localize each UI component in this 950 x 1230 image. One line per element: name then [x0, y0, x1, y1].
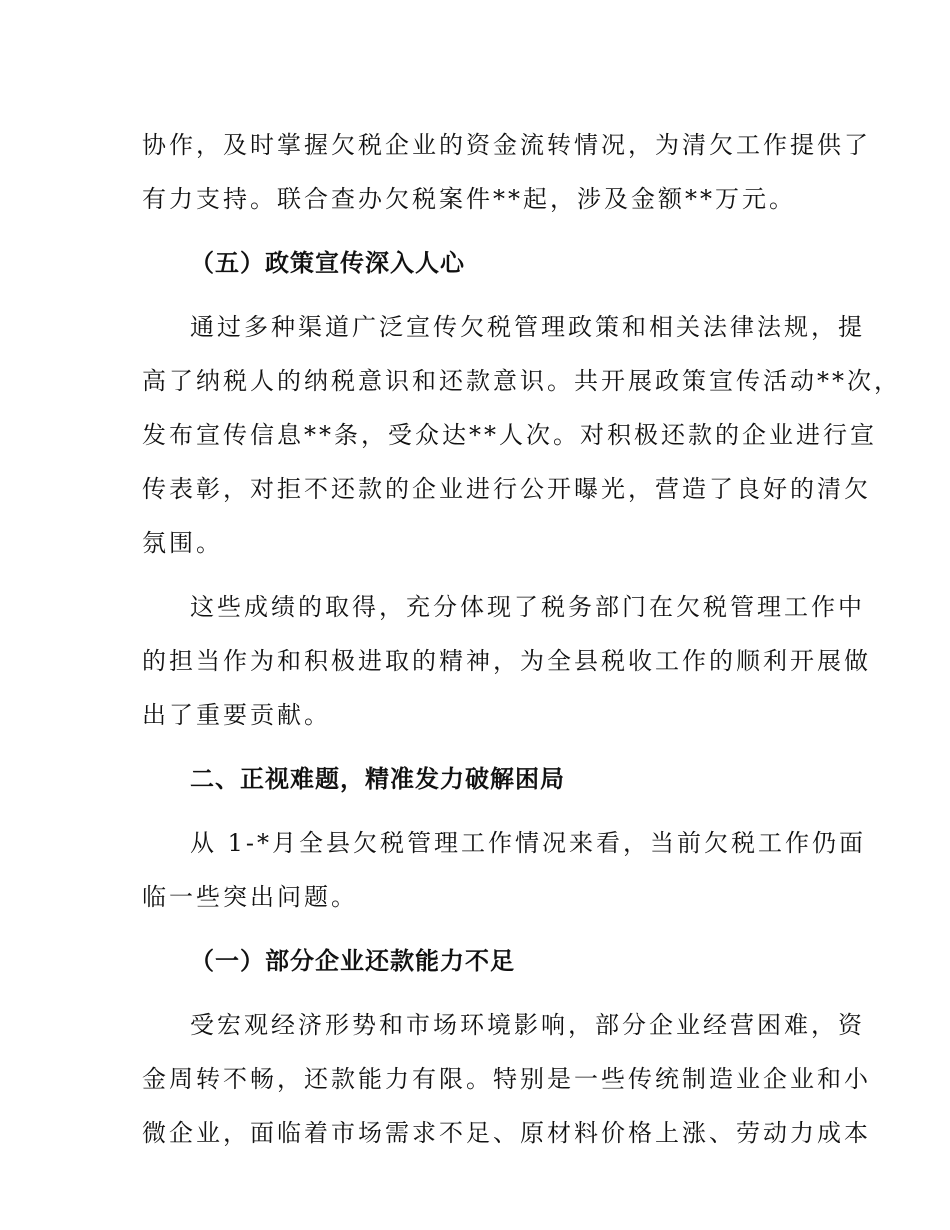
paragraph-line: 受宏观经济形势和市场环境影响，部分企业经营困难，资	[190, 1011, 865, 1039]
paragraph-line: 微企业，面临着市场需求不足、原材料价格上涨、劳动力成本	[142, 1119, 871, 1147]
paragraph-line: 协作，及时掌握欠税企业的资金流转情况，为清欠工作提供了	[142, 131, 871, 159]
paragraph-line: 有力支持。联合查办欠税案件**起，涉及金额**万元。	[142, 185, 796, 213]
section-heading: （五）政策宣传深入人心	[190, 249, 465, 277]
paragraph-line: 氛围。	[142, 529, 223, 557]
paragraph-line: 临一些突出问题。	[142, 883, 358, 911]
chapter-heading: 二、正视难题，精准发力破解困局	[190, 765, 565, 793]
paragraph-line: 金周转不畅，还款能力有限。特别是一些传统制造业企业和小	[142, 1065, 871, 1093]
paragraph-line: 这些成绩的取得，充分体现了税务部门在欠税管理工作中	[190, 593, 865, 621]
paragraph-line: 通过多种渠道广泛宣传欠税管理政策和相关法律法规，提	[190, 313, 865, 341]
document-page	[142, 118, 901, 1160]
paragraph-line: 出了重要贡献。	[142, 701, 331, 729]
paragraph-line: 的担当作为和积极进取的精神，为全县税收工作的顺利开展做	[142, 647, 871, 675]
section-heading: （一）部分企业还款能力不足	[190, 947, 515, 975]
paragraph-line: 传表彰，对拒不还款的企业进行公开曝光，营造了良好的清欠	[142, 475, 871, 503]
paragraph-line: 从 1-*月全县欠税管理工作情况来看，当前欠税工作仍面	[190, 829, 867, 857]
paragraph-line: 高了纳税人的纳税意识和还款意识。共开展政策宣传活动**次，	[142, 367, 901, 395]
paragraph-line: 发布宣传信息**条，受众达**人次。对积极还款的企业进行宣	[142, 421, 877, 449]
